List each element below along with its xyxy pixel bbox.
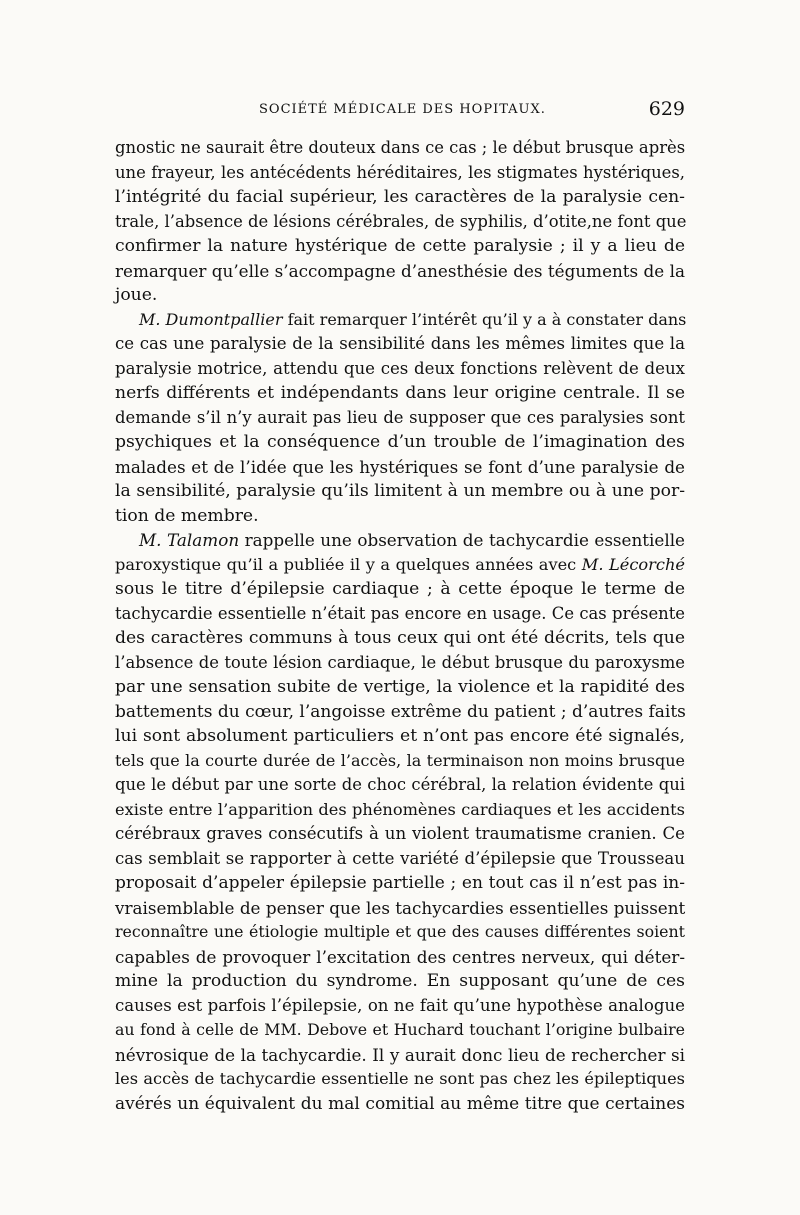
text-line: reconnaître une étiologie multiple et que des causes différentes soient <box>115 922 685 941</box>
text-line: battements du cœur, l’angoisse extrême du patient ; d’autres faits <box>115 701 686 722</box>
text-line: l’absence de toute lésion cardiaque, le début brusque du paroxysme <box>115 652 685 672</box>
text-line: les accès de tachycardie essentielle ne sont pas chez les épileptiques <box>115 1069 685 1088</box>
text-line: vraisemblable de penser que les tachycardies essentielles puissent <box>115 897 686 918</box>
text-line: des caractères communs à tous ceux qui ont été décrits, tels que <box>115 628 685 648</box>
text-line: malades et de l’idée que les hystériques se font d’une paralysie de <box>115 456 685 477</box>
running-title: SOCIÉTÉ MÉDICALE DES HOPITAUX. <box>259 102 546 117</box>
text-line <box>115 528 685 553</box>
line-text: paroxystique qu’il a publiée il y a quelques années avec <box>115 554 577 574</box>
page-header <box>115 96 685 136</box>
text-line: paralysie motrice, attendu que ces deux fonctions relèvent de deux <box>115 358 685 378</box>
text-line: mine la production du syndrome. En supposant qu’une de ces <box>115 971 685 991</box>
text-line: la sensibilité, paralysie qu’ils limitent à un membre ou à une por- <box>115 481 685 501</box>
text-line: que le début par une sorte de choc cérébral, la relation évidente qui <box>115 775 685 794</box>
text-line: remarquer qu’elle s’accompagne d’anesthésie des téguments de la <box>115 260 685 281</box>
speaker-name: M. Talamon <box>139 530 240 550</box>
text-line: causes est parfois l’épilepsie, on ne fait qu’une hypothèse analogue <box>115 995 685 1015</box>
text-line: confirmer la nature hystérique de cette paralysie ; il y a lieu de <box>115 236 685 256</box>
text-line: demande s’il n’y aurait pas lieu de supposer que ces paralysies sont <box>115 407 685 427</box>
text-line: cas semblait se rapporter à cette variété d’épilepsie que Trousseau <box>115 848 685 868</box>
text-line: cérébraux graves consécutifs à un violent traumatisme cranien. Ce <box>115 824 685 843</box>
paragraph-2 <box>115 308 685 529</box>
text-line: existe entre l’apparition des phénomènes cardiaques et les accidents <box>115 799 685 819</box>
paragraph-1 <box>115 136 685 308</box>
text-line: psychiques et la conséquence d’un trouble de l’imagination des <box>115 432 685 452</box>
page-number: 629 <box>648 98 685 120</box>
text-line: ce cas une paralysie de la sensibilité dans les mêmes limites que la <box>115 334 685 353</box>
text-line: au fond à celle de MM. Debove et Huchard touchant l’origine bulbaire <box>115 1020 685 1039</box>
text-line: l’intégrité du facial supérieur, les caractères de la paralysie cen- <box>115 187 685 207</box>
text-line: capables de provoquer l’excitation des centres nerveux, qui déter- <box>115 946 685 967</box>
line-text: rappelle une observation de tachycardie essentielle <box>244 530 685 550</box>
text-line: joue. <box>115 285 158 305</box>
text-line: nerfs différents et indépendants dans leur origine centrale. Il se <box>115 383 685 403</box>
text-line: avérés un équivalent du mal comitial au même titre que certaines <box>115 1093 685 1114</box>
text-line: tion de membre. <box>115 505 259 526</box>
text-line: trale, l’absence de lésions cérébrales, de syphilis, d’otite,ne font que <box>115 211 687 231</box>
text-line: lui sont absolument particuliers et n’ont pas encore été signalés, <box>115 726 685 746</box>
document-page <box>115 96 685 1116</box>
paragraph-3 <box>115 528 685 1116</box>
text-line: proposait d’appeler épilepsie partielle ; en tout cas il n’est pas in- <box>115 873 685 893</box>
text-line <box>115 308 685 333</box>
text-line: tachycardie essentielle n’était pas encore en usage. Ce cas présente <box>115 603 685 623</box>
text-line: tels que la courte durée de l’accès, la terminaison non moins brusque <box>115 750 685 770</box>
text-line: gnostic ne saurait être douteux dans ce cas ; le début brusque après <box>115 138 686 157</box>
cited-name: M. Lécorché <box>581 554 685 574</box>
text-line: sous le titre d’épilepsie cardiaque ; à cette époque le terme de <box>115 579 685 599</box>
text-line: par une sensation subite de vertige, la violence et la rapidité des <box>115 677 685 697</box>
text-line: une frayeur, les antécédents héréditaires, les stigmates hystériques, <box>115 162 685 182</box>
text-line <box>115 553 685 578</box>
speaker-name: M. Dumontpallier <box>139 309 283 329</box>
line-text: fait remarquer l’intérêt qu’il y a à constater dans <box>287 309 687 329</box>
text-line: névrosique de la tachycardie. Il y aurait donc lieu de rechercher si <box>115 1044 685 1065</box>
